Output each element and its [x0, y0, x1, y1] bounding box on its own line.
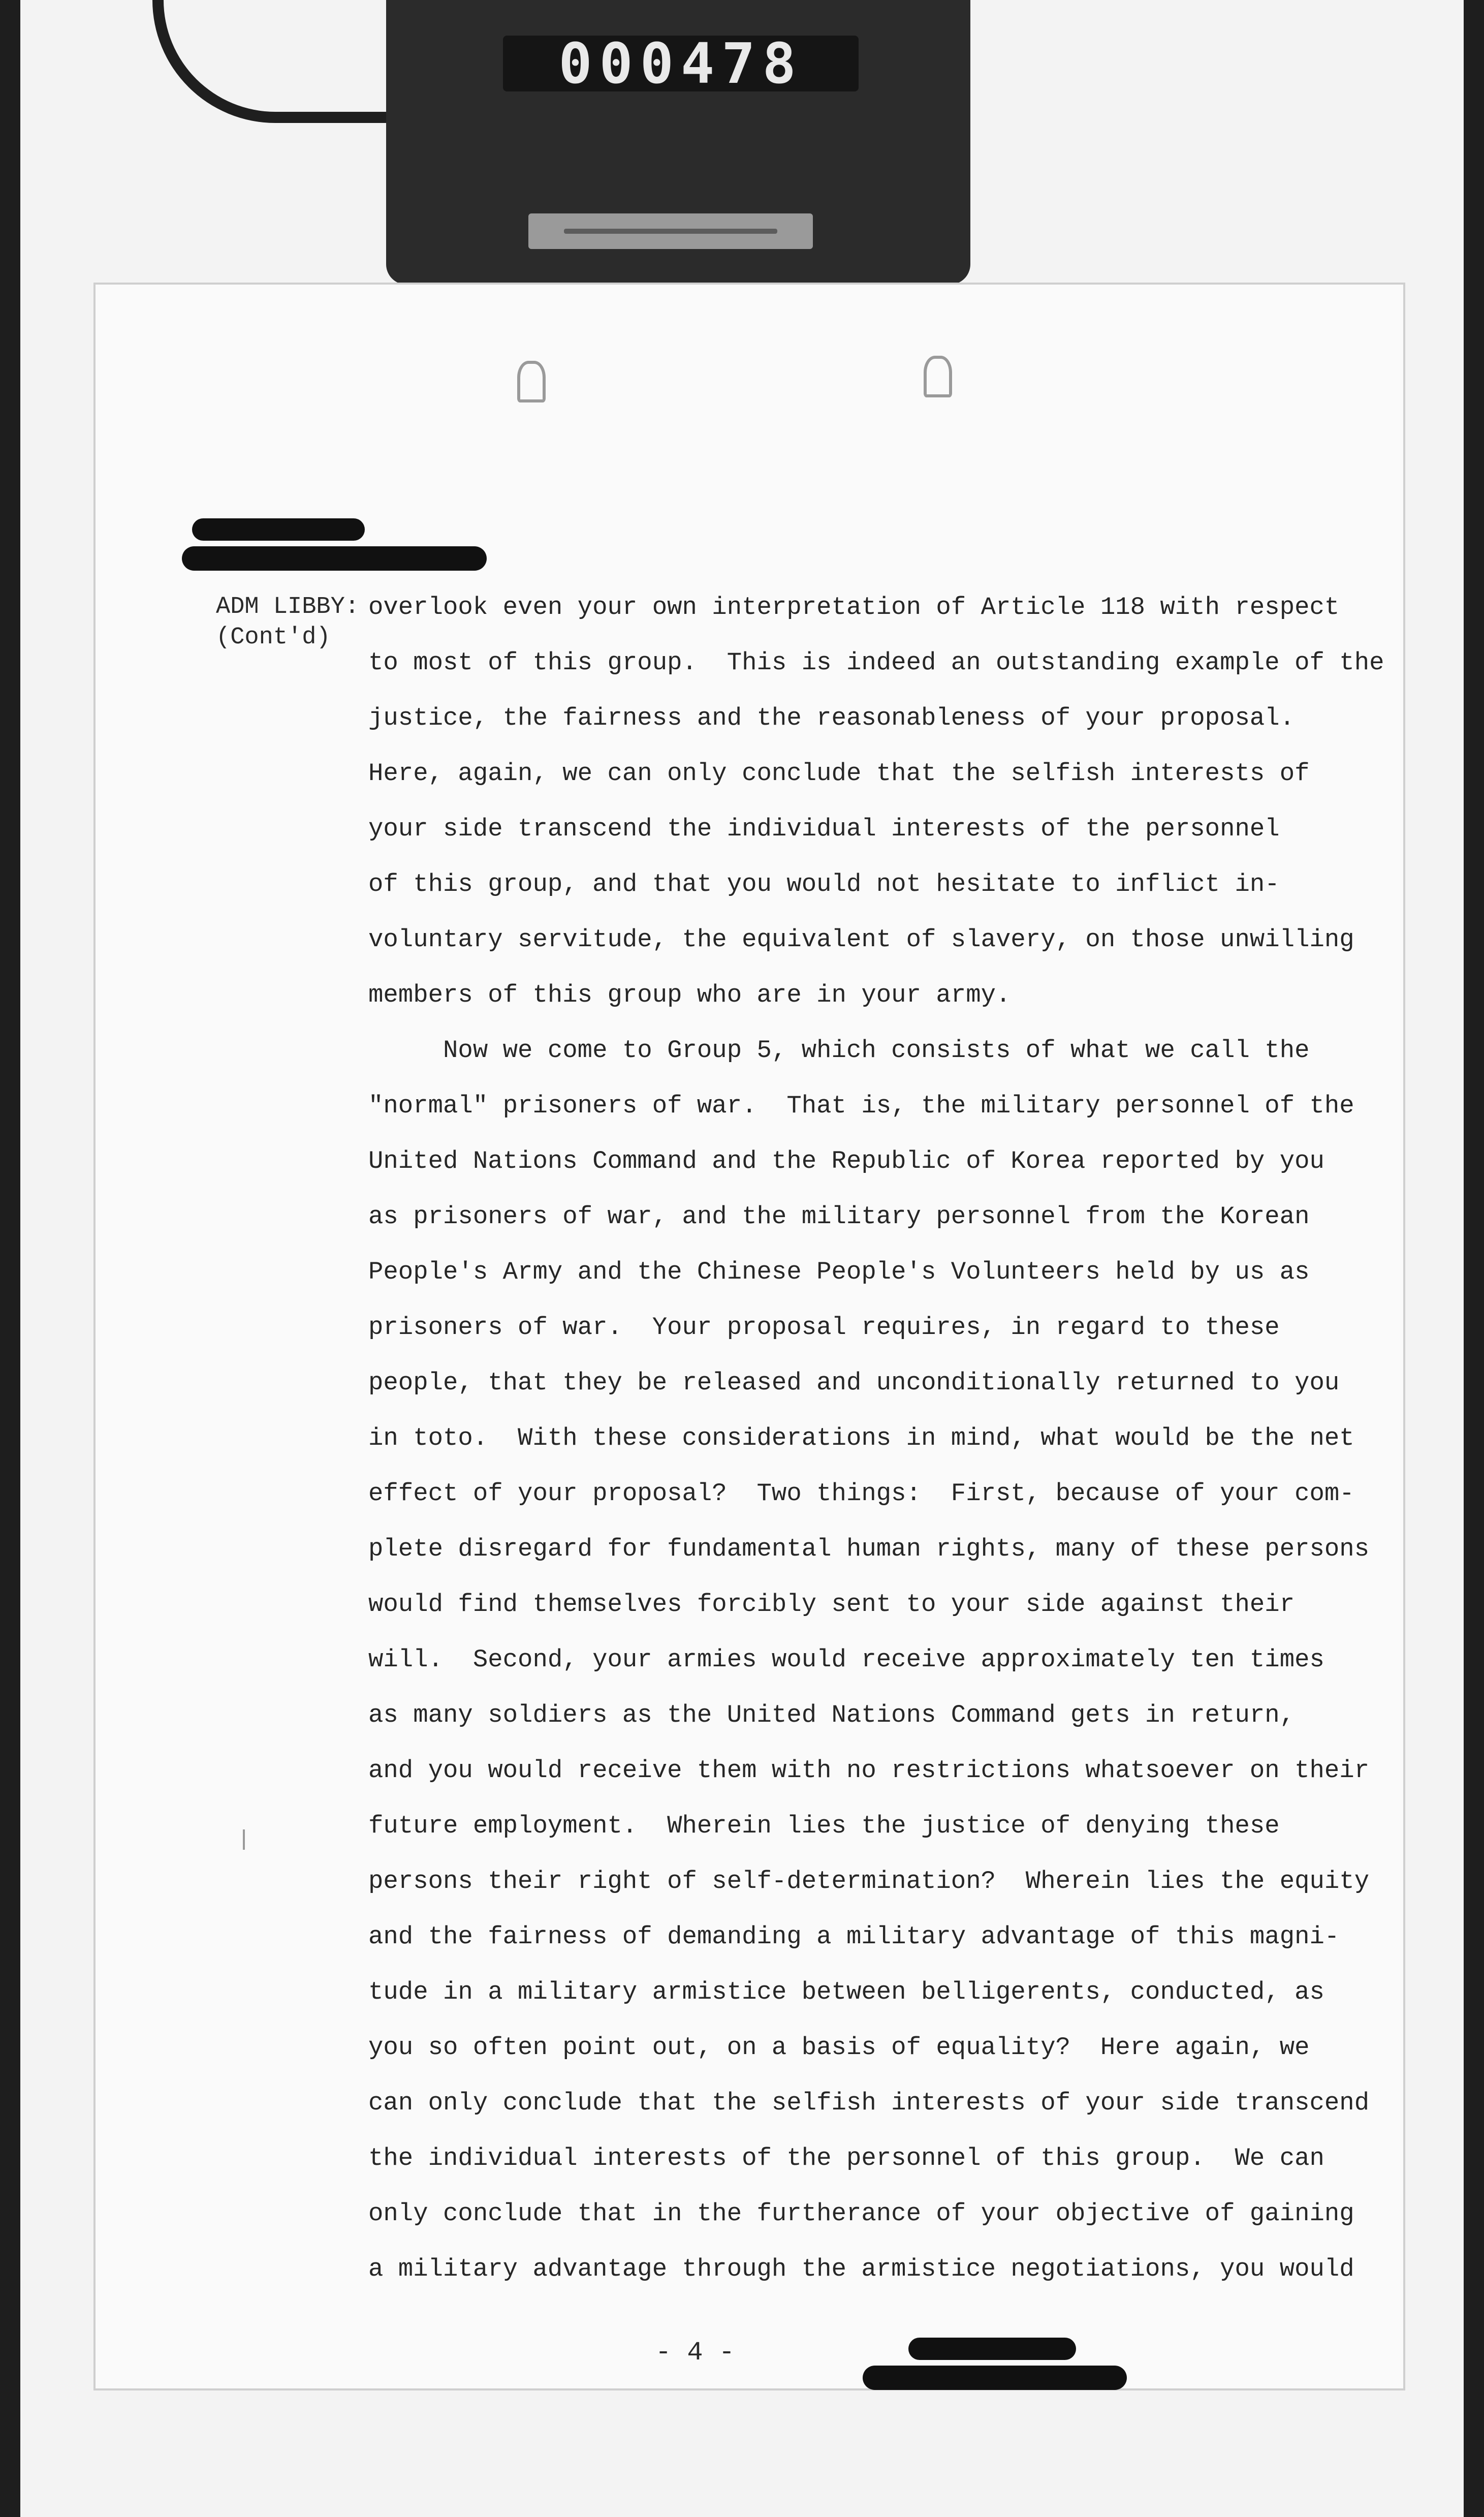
- text-line: your side transcend the individual interests of the personnel: [368, 815, 1280, 843]
- counter-window: [503, 31, 859, 96]
- text-line: and the fairness of demanding a military advantage of this magni-: [368, 1922, 1340, 1951]
- text-line: United Nations Command and the Republic of Korea reported by you: [368, 1147, 1324, 1175]
- text-line: "normal" prisoners of war. That is, the military personnel of the: [368, 1092, 1354, 1120]
- text-line: overlook even your own interpretation of Article 118 with respect: [368, 593, 1340, 622]
- text-line: would find themselves forcibly sent to your side against their: [368, 1590, 1295, 1619]
- text-line: voluntary servitude, the equivalent of slavery, on those unwilling: [368, 925, 1354, 954]
- text-line: prisoners of war. Your proposal requires, in regard to these: [368, 1313, 1280, 1342]
- page-number: - 4 -: [655, 2338, 735, 2368]
- text-line: can only conclude that the selfish interests of your side transcend: [368, 2089, 1370, 2117]
- redaction-bar-top-2: [182, 546, 487, 571]
- text-line: in toto. With these considerations in mind, what would be the net: [368, 1424, 1354, 1452]
- punch-hole-left: [517, 361, 546, 402]
- text-line: of this group, and that you would not hesitate to inflict in-: [368, 870, 1280, 898]
- text-line: future employment. Wherein lies the justice of denying these: [368, 1812, 1280, 1840]
- redaction-bar-bottom-1: [908, 2338, 1076, 2360]
- punch-hole-right: [924, 356, 952, 397]
- text-line: the individual interests of the personnel of this group. We can: [368, 2144, 1324, 2172]
- frame-counter: [386, 0, 970, 285]
- redaction-bar-top-1: [192, 518, 365, 541]
- text-line: People's Army and the Chinese People's Volunteers held by us as: [368, 1258, 1310, 1286]
- frame-number: 000478: [558, 31, 803, 96]
- text-line: tude in a military armistice between belligerents, conducted, as: [368, 1978, 1324, 2006]
- margin-mark: [243, 1829, 245, 1850]
- text-line: justice, the fairness and the reasonableness of your proposal.: [368, 704, 1295, 732]
- text-line: Now we come to Group 5, which consists of what we call the: [368, 1036, 1310, 1065]
- speaker-name: ADM LIBBY:: [216, 594, 360, 620]
- text-line: only conclude that in the furtherance of your objective of gaining: [368, 2199, 1354, 2228]
- speaker-label: [216, 592, 359, 653]
- text-line: people, that they be released and unconditionally returned to you: [368, 1369, 1340, 1397]
- text-line: members of this group who are in your army.: [368, 981, 1011, 1009]
- counter-plate: [528, 213, 813, 249]
- text-line: Here, again, we can only conclude that the selfish interests of: [368, 759, 1310, 788]
- text-line: a military advantage through the armistice negotiations, you would: [368, 2255, 1354, 2283]
- text-line: will. Second, your armies would receive approximately ten times: [368, 1645, 1324, 1674]
- text-line: as prisoners of war, and the military personnel from the Korean: [368, 1202, 1310, 1231]
- text-line: to most of this group. This is indeed an outstanding example of the: [368, 648, 1384, 677]
- redaction-bar-bottom-2: [863, 2366, 1127, 2390]
- text-line: you so often point out, on a basis of equality? Here again, we: [368, 2033, 1310, 2062]
- text-line: effect of your proposal? Two things: First, because of your com-: [368, 1479, 1354, 1508]
- body-text: [368, 589, 1384, 2307]
- text-line: persons their right of self-determination? Wherein lies the equity: [368, 1867, 1370, 1895]
- plate-label: [564, 229, 777, 234]
- speaker-continued: (Cont'd): [216, 624, 331, 651]
- text-line: plete disregard for fundamental human rights, many of these persons: [368, 1535, 1370, 1563]
- text-line: as many soldiers as the United Nations Command gets in return,: [368, 1701, 1295, 1729]
- text-line: and you would receive them with no restrictions whatsoever on their: [368, 1756, 1370, 1785]
